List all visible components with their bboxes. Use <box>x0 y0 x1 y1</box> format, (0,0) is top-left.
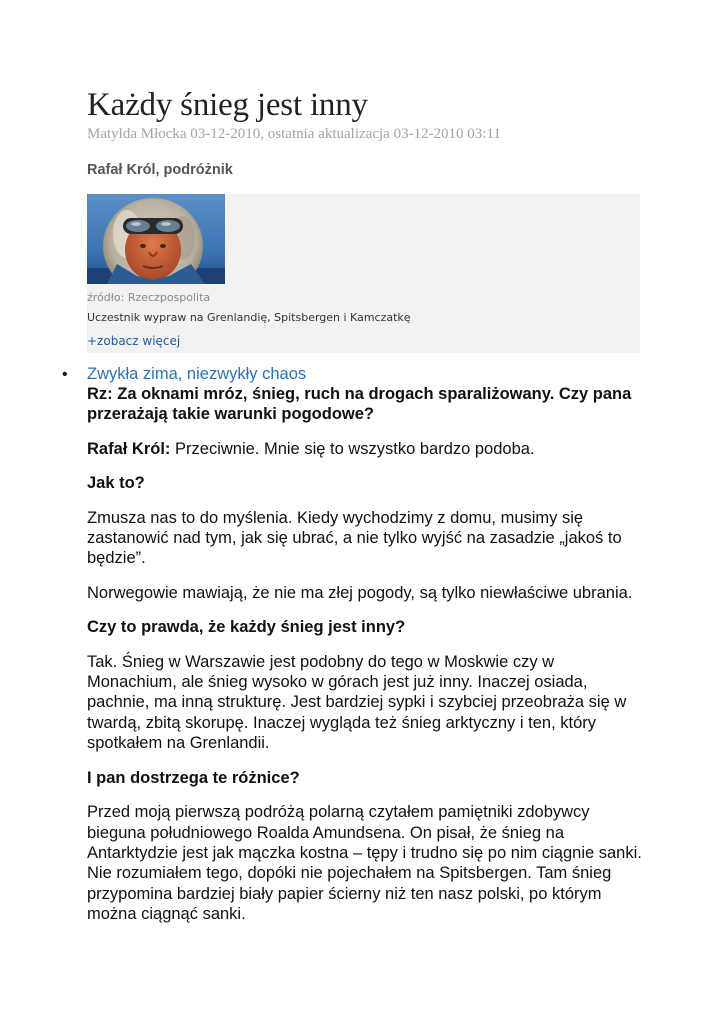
interview-answer <box>87 439 647 459</box>
answer-text: Przeciwnie. Mnie się to wszystko bardzo podoba. <box>170 439 535 458</box>
interview-question: Czy to prawda, że każdy śnieg jest inny? <box>87 618 406 637</box>
interview-answer: Przed moją pierwszą podróżą polarną czytałem pamiętniki zdobywcy bieguna południowego Roalda Amundsena. On pisał, że śnieg na Antarktydzie jest jak mączka kostna – tępy i trudno się po nim ciągnie sanki. Nie rozumiałem tego, dopóki nie pojechałem na Spitsbergen. Tam śnieg przypomina bardziej biały papier ścierny niż ten nasz polski, po którym można ciągnąć sanki. <box>87 803 642 924</box>
article-byline: Matylda Młocka 03-12-2010, ostatnia aktualizacja 03-12-2010 03:11 <box>87 126 501 142</box>
photo-source: źródło: Rzeczpospolita <box>87 291 211 304</box>
bullet-icon: • <box>62 366 68 383</box>
article-subtitle: Rafał Król, podróżnik <box>87 162 233 178</box>
interview-answer: Tak. Śnieg w Warszawie jest podobny do tego w Moskwie czy w Monachium, ale śnieg wysoko w górach jest już inny. Inaczej osiada, pachnie, ma inną strukturę. Jest bardziej sypki i szybciej przeobraża się w twardą, zbitą skorupę. Inaczej wygląda też śnieg arktyczny i ten, który spotkałem na Grenlandii. <box>87 652 627 753</box>
related-article-link[interactable]: Zwykła zima, niezwykły chaos <box>87 365 307 383</box>
interview-question: Rz: Za oknami mróz, śnieg, ruch na drogach sparaliżowany. Czy pana przerażają takie warunki pogodowe? <box>87 385 632 424</box>
list-item <box>62 365 647 384</box>
article-body <box>87 384 647 925</box>
related-links-list <box>62 365 647 384</box>
interview-question: I pan dostrzega te różnice? <box>87 768 300 787</box>
article-title: Każdy śnieg jest inny <box>87 87 368 123</box>
speaker-name: Rafał Król: <box>87 439 171 458</box>
photo-description: Uczestnik wypraw na Grenlandię, Spitsbergen i Kamczatkę <box>87 311 411 324</box>
see-more-link[interactable]: +zobacz więcej <box>87 334 181 348</box>
article-page <box>62 86 647 939</box>
photo-infobox <box>87 194 640 353</box>
portrait-photo <box>87 194 225 284</box>
interview-answer: Norwegowie mawiają, że nie ma złej pogody, są tylko niewłaściwe ubrania. <box>87 583 633 602</box>
interview-question: Jak to? <box>87 474 145 493</box>
interview-answer: Zmusza nas to do myślenia. Kiedy wychodzimy z domu, musimy się zastanowić nad tym, jak się ubrać, a nie tylko wyjść na zasadzie „jakoś to będzie”. <box>87 508 622 568</box>
